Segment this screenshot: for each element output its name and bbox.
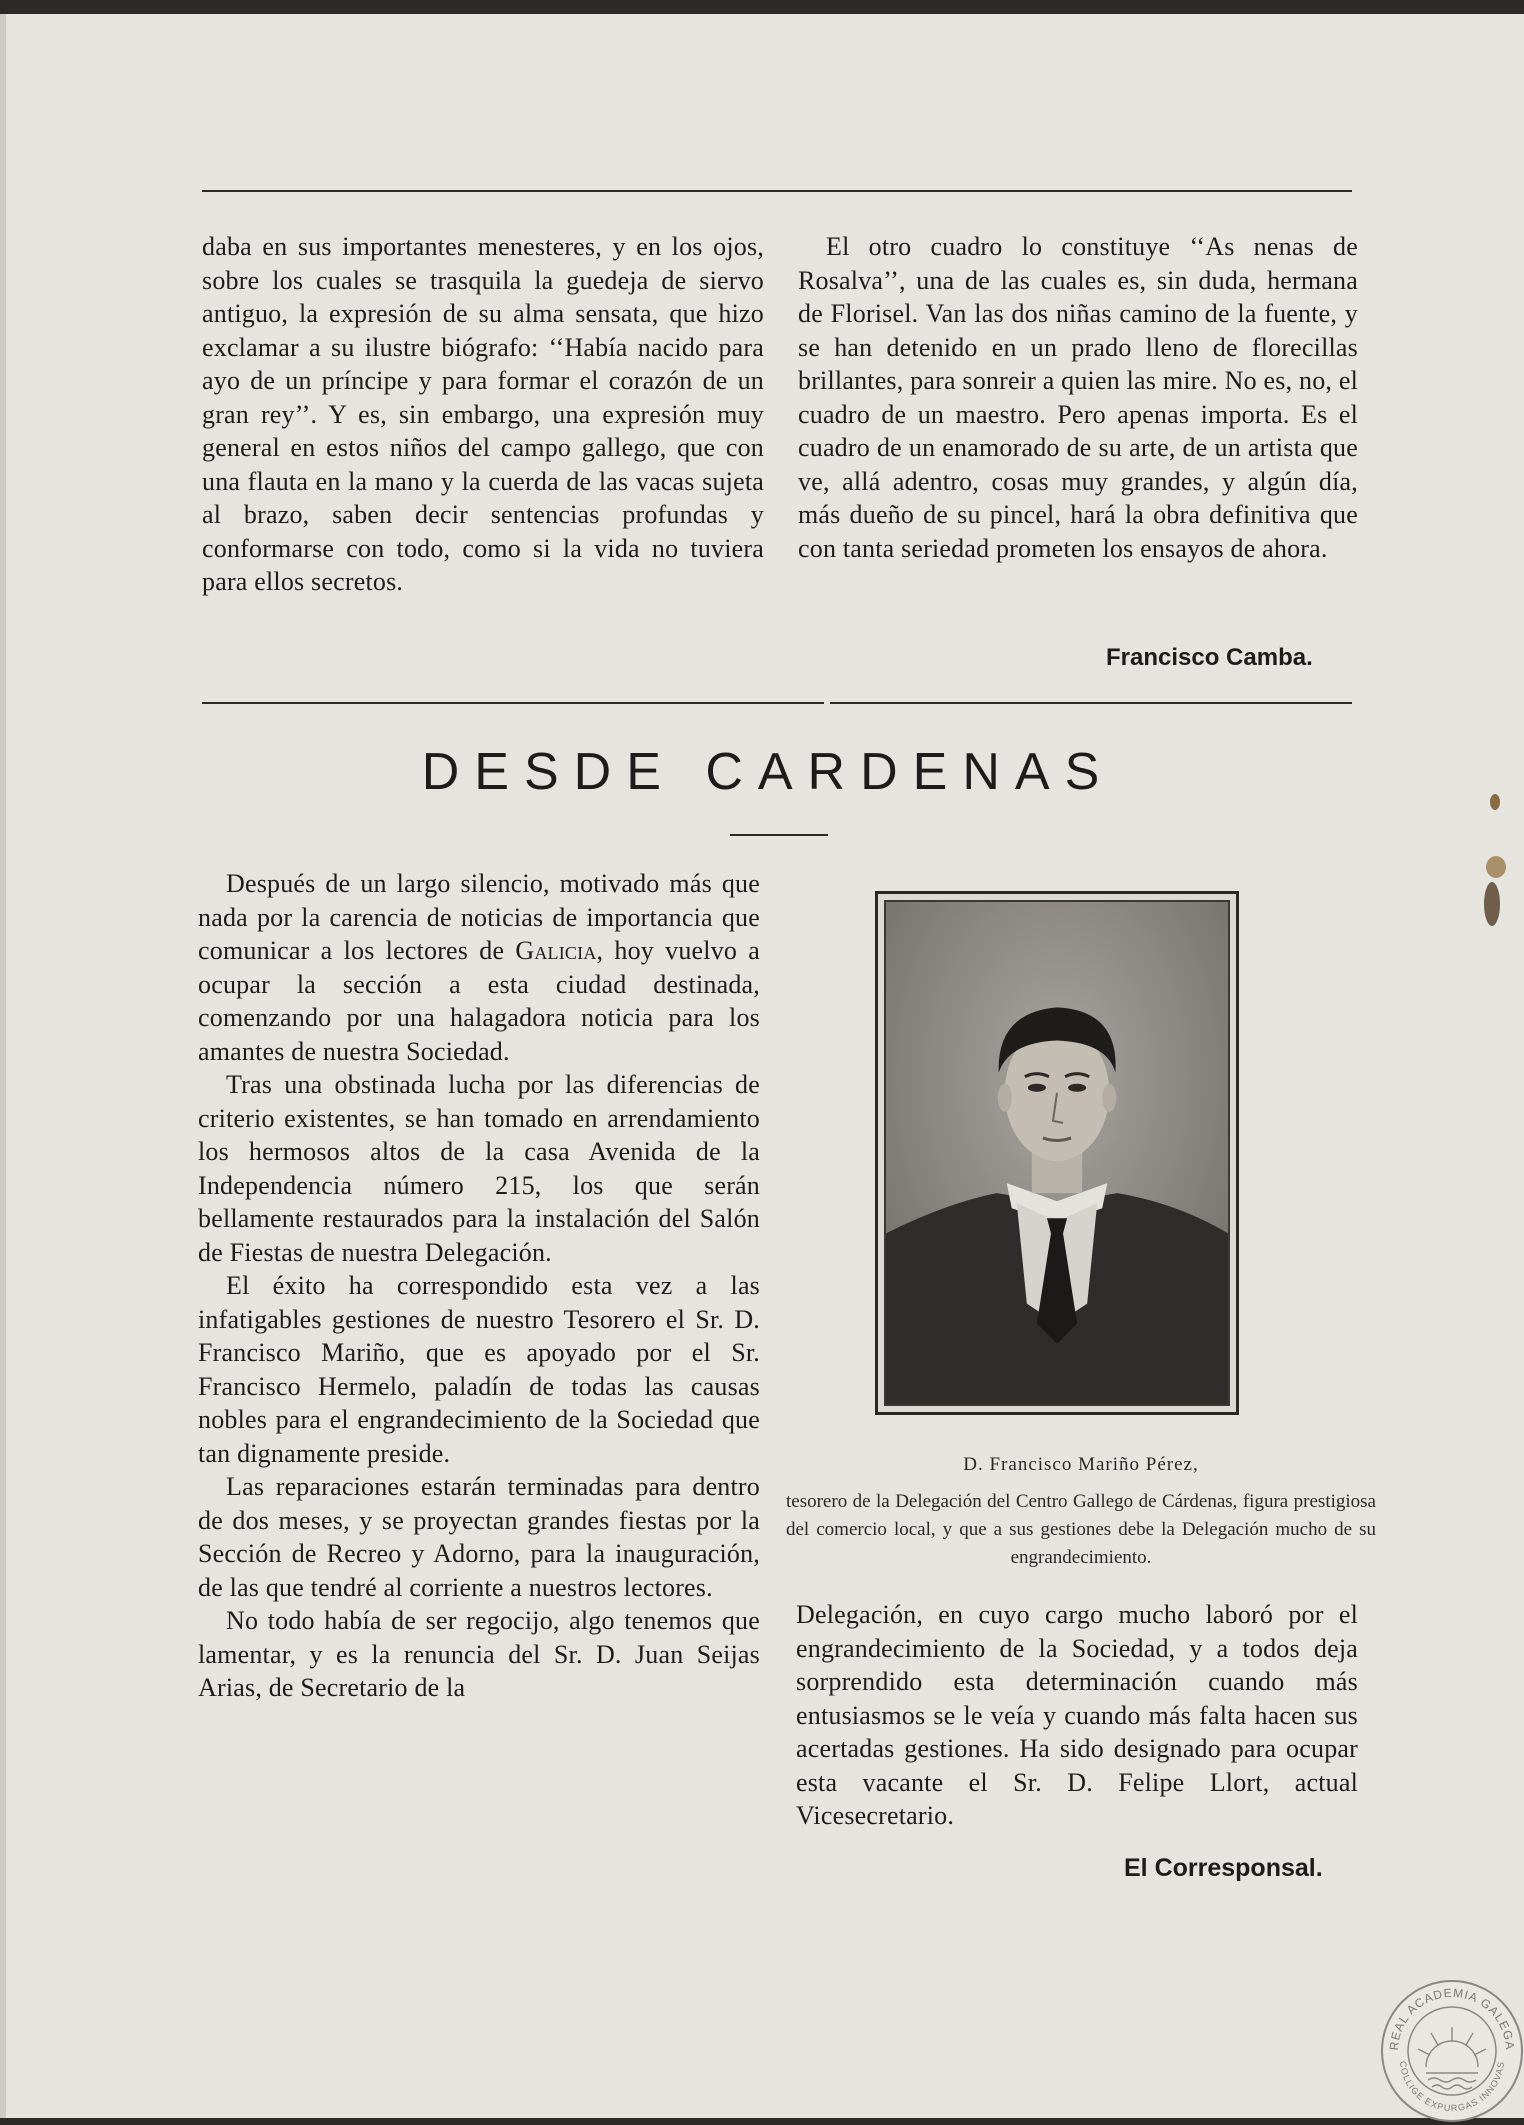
article-paragraph-4: Las reparaciones estarán terminadas para dentro de dos meses, y se proyectan grandes fiestas por la Sección de Recreo y Adorno, para la inauguración, de las que tendré al corriente a nuestros lectores.	[198, 1472, 760, 1602]
paper-stain	[1486, 856, 1506, 878]
article-paragraph-1	[198, 867, 760, 1068]
article-paragraph-3: El éxito ha correspondido esta vez a las infatigables gestiones de nuestro Tesorero el Sr. D. Francisco Mariño, que es apoyado por el Sr. Francisco Hermelo, paladín de todas las causas nobles para el engrandecimiento de la Sociedad que tan dignamente preside.	[198, 1271, 760, 1468]
article-right-column	[796, 1598, 1358, 1833]
title-underline	[730, 834, 828, 836]
caption-description: tesorero de la Delegación del Centro Gallego de Cárdenas, figura prestigiosa del comercio local, y que a sus gestiones debe la Delegación mucho de su engrandecimiento.	[786, 1491, 1376, 1568]
top-right-column	[798, 230, 1358, 565]
page	[0, 14, 1524, 2118]
article-paragraph-5: No todo había de ser regocijo, algo tenemos que lamentar, y es la renuncia del Sr. D. Juan Seijas Arias, de Secretario de la	[198, 1606, 760, 1702]
portrait-photo	[884, 900, 1230, 1406]
paper-stain	[1490, 794, 1500, 810]
p1-text-b: , hoy vuelvo a ocupar la sección a esta ciudad destinada, comenzando por una halagadora noticia para los amantes de nuestra Sociedad.	[198, 936, 760, 1066]
top-right-paragraph: El otro cuadro lo constituye ‘‘As nenas de Rosalva’’, una de las cuales es, sin duda, hermana de Florisel. Van las dos niñas camino de la fuente, y se han detenido en un prado lleno de florecillas brillantes, para sonreir a quien las mire. No es, no, el cuadro de un maestro. Pero apenas importa. Es el cuadro de un enamorado de su arte, de un artista que ve, allá adentro, cosas muy grandes, y algún día, más dueño de su pincel, hará la obra definitiva que con tanta seriedad prometen los ensayos de ahora.	[798, 232, 1358, 563]
seal-text-bottom: COLLIGE EXPURGAS INNOVAS	[1397, 2060, 1507, 2114]
seal-text-top: REAL ACADEMIA GALEGA	[1386, 1985, 1518, 2051]
galicia-name: Galicia	[515, 936, 597, 965]
top-rule	[202, 190, 1352, 192]
portrait-illustration	[886, 902, 1228, 1404]
article-left-column	[198, 867, 760, 1705]
portrait-photo-frame	[875, 891, 1239, 1415]
top-left-column	[202, 230, 764, 599]
photo-caption	[786, 1451, 1376, 1572]
section-title: DESDE CARDENAS	[421, 743, 1115, 801]
top-left-paragraph: daba en sus importantes menesteres, y en los ojos, sobre los cuales se trasquila la guedeja de siervo antiguo, la expresión de su alma sensata, que hizo exclamar a su ilustre biógrafo: ‘‘Había nacido para ayo de un príncipe y para formar el corazón de un gran rey’’. Y es, sin embargo, una expresión muy general en estos niños del campo gallego, que con una flauta en la mano y la cuerda de las vacas sujeta al brazo, saben decir sentencias profundas y conformarse con todo, como si la vida no tuviera para ellos secretos.	[202, 232, 764, 596]
academy-seal	[1378, 1977, 1524, 2125]
caption-name: D. Francisco Mariño Pérez,	[963, 1454, 1199, 1475]
top-signature: Francisco Camba.	[1106, 644, 1313, 671]
p1-text-a: Después de un largo silencio, motivado más que nada por la carencia de noticias de importancia que comunicar a los lectores de	[198, 869, 760, 965]
article-right-paragraph: Delegación, en cuyo cargo mucho laboró por el engrandecimiento de la Sociedad, y a todos deja sorprendido esta determinación cuando más entusiasmos se le veía y cuando más falta hacen sus acertadas gestiones. Ha sido designado para ocupar esta vacante el Sr. D. Felipe Llort, actual Vicesecretario.	[796, 1600, 1358, 1830]
section-rule-right	[830, 702, 1352, 704]
article-paragraph-2: Tras una obstinada lucha por las diferencias de criterio existentes, se han tomado en arrendamiento los hermosos altos de la casa Avenida de la Independencia número 215, los que serán bellamente restaurados para la instalación del Salón de Fiestas de nuestra Delegación.	[198, 1070, 760, 1267]
paper-stain	[1484, 882, 1500, 926]
bottom-signature: El Corresponsal.	[1124, 1854, 1323, 1882]
section-rule-left	[202, 702, 824, 704]
